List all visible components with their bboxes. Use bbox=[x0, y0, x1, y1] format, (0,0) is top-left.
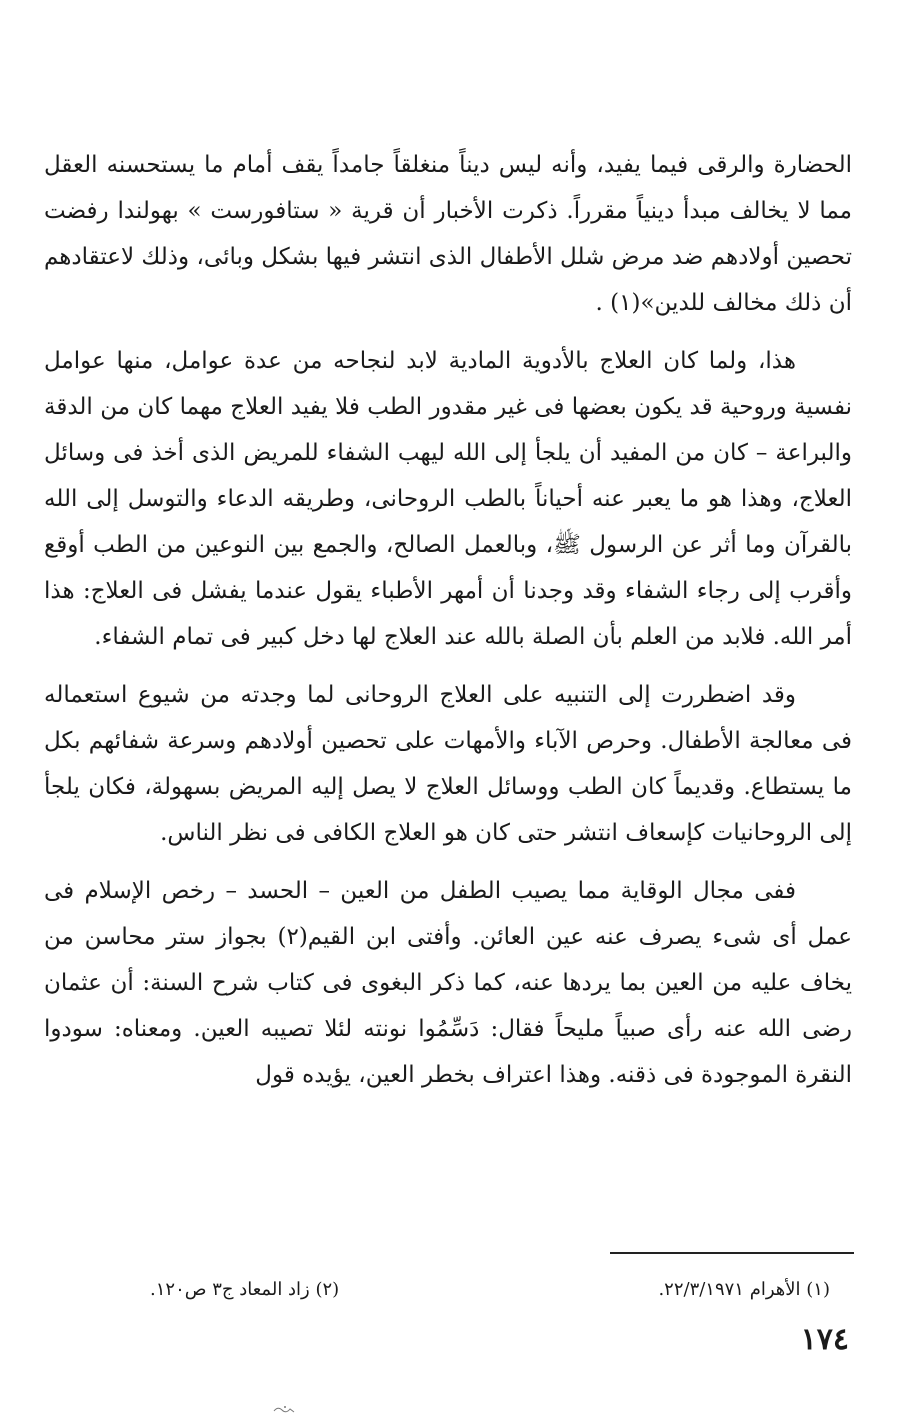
paragraph-4: ففى مجال الوقاية مما يصيب الطفل من العين – الحسد – رخص الإسلام فى عمل أى شىء يصرف عنه عين العائن. وأفتى ابن القيم(٢) بجواز ستر محاسن من يخاف عليه من العين بما يردها عنه، كما ذكر البغوى فى كتاب شرح السنة: أن عثمان رضى الله عنه رأى صبياً مليحاً فقال: دَسِّمُوا نونته لئلا تصيبه العين. ومعناه: سودوا النقرة الموجودة فى ذقنه. وهذا اعتراف بخطر العين، يؤيده قول bbox=[44, 878, 852, 1088]
footnote-1: (١) الأهرام ٢٢/٣/١٩٧١. bbox=[658, 1279, 830, 1300]
footnote-divider bbox=[610, 1252, 854, 1254]
footnote-2: (٢) زاد المعاد ج٣ ص١٢٠. bbox=[150, 1279, 340, 1300]
paragraph-1: الحضارة والرقى فيما يفيد، وأنه ليس ديناً منغلقاً جامداً يقف أمام ما يستحسنه العقل مما لا يخالف مبدأ دينياً مقرراً. ذكرت الأخبار أن قرية « ستافورست » بهولندا رفضت تحصين أولادهم ضد مرض شلل الأطفال الذى انتشر فيها بشكل وبائى، وذلك لاعتقادهم أن ذلك مخالف للدين»(١) . bbox=[44, 152, 852, 316]
footnotes bbox=[150, 1276, 830, 1304]
body-text bbox=[44, 142, 852, 1110]
paragraph-3: وقد اضطررت إلى التنبيه على العلاج الروحانى لما وجدته من شيوع استعماله فى معالجة الأطفال. وحرص الآباء والأمهات على تحصين أولادهم وسرعة شفائهم بكل ما يستطاع. وقديماً كان الطب ووسائل العلاج لا يصل إليه المريض بسهولة، فكان يلجأ إلى الروحانيات كإسعاف انتشر حتى كان هو العلاج الكافى فى نظر الناس. bbox=[44, 682, 852, 846]
scan-speck-mark bbox=[272, 1404, 298, 1414]
page-number: ١٧٤ bbox=[800, 1322, 849, 1357]
paragraph-2: هذا، ولما كان العلاج بالأدوية المادية لابد لنجاحه من عدة عوامل، منها عوامل نفسية وروحية قد يكون بعضها فى غير مقدور الطب فلا يفيد العلاج مهما كان من الدقة والبراعة – كان من المفيد أن يلجأ إلى الله ليهب الشفاء للمريض الذى أخذ فى وسائل العلاج، وهذا هو ما يعبر عنه أحياناً بالطب الروحانى، وطريقه الدعاء والتوسل إلى الله بالقرآن وما أثر عن الرسول ﷺ، وبالعمل الصالح، والجمع بين النوعين من الطب أوقع وأقرب إلى رجاء الشفاء وقد وجدنا أن أمهر الأطباء يقول عندما يفشل فى العلاج: هذا أمر الله. فلابد من العلم بأن الصلة بالله عند العلاج لها دخل كبير فى تمام الشفاء. bbox=[44, 348, 852, 650]
